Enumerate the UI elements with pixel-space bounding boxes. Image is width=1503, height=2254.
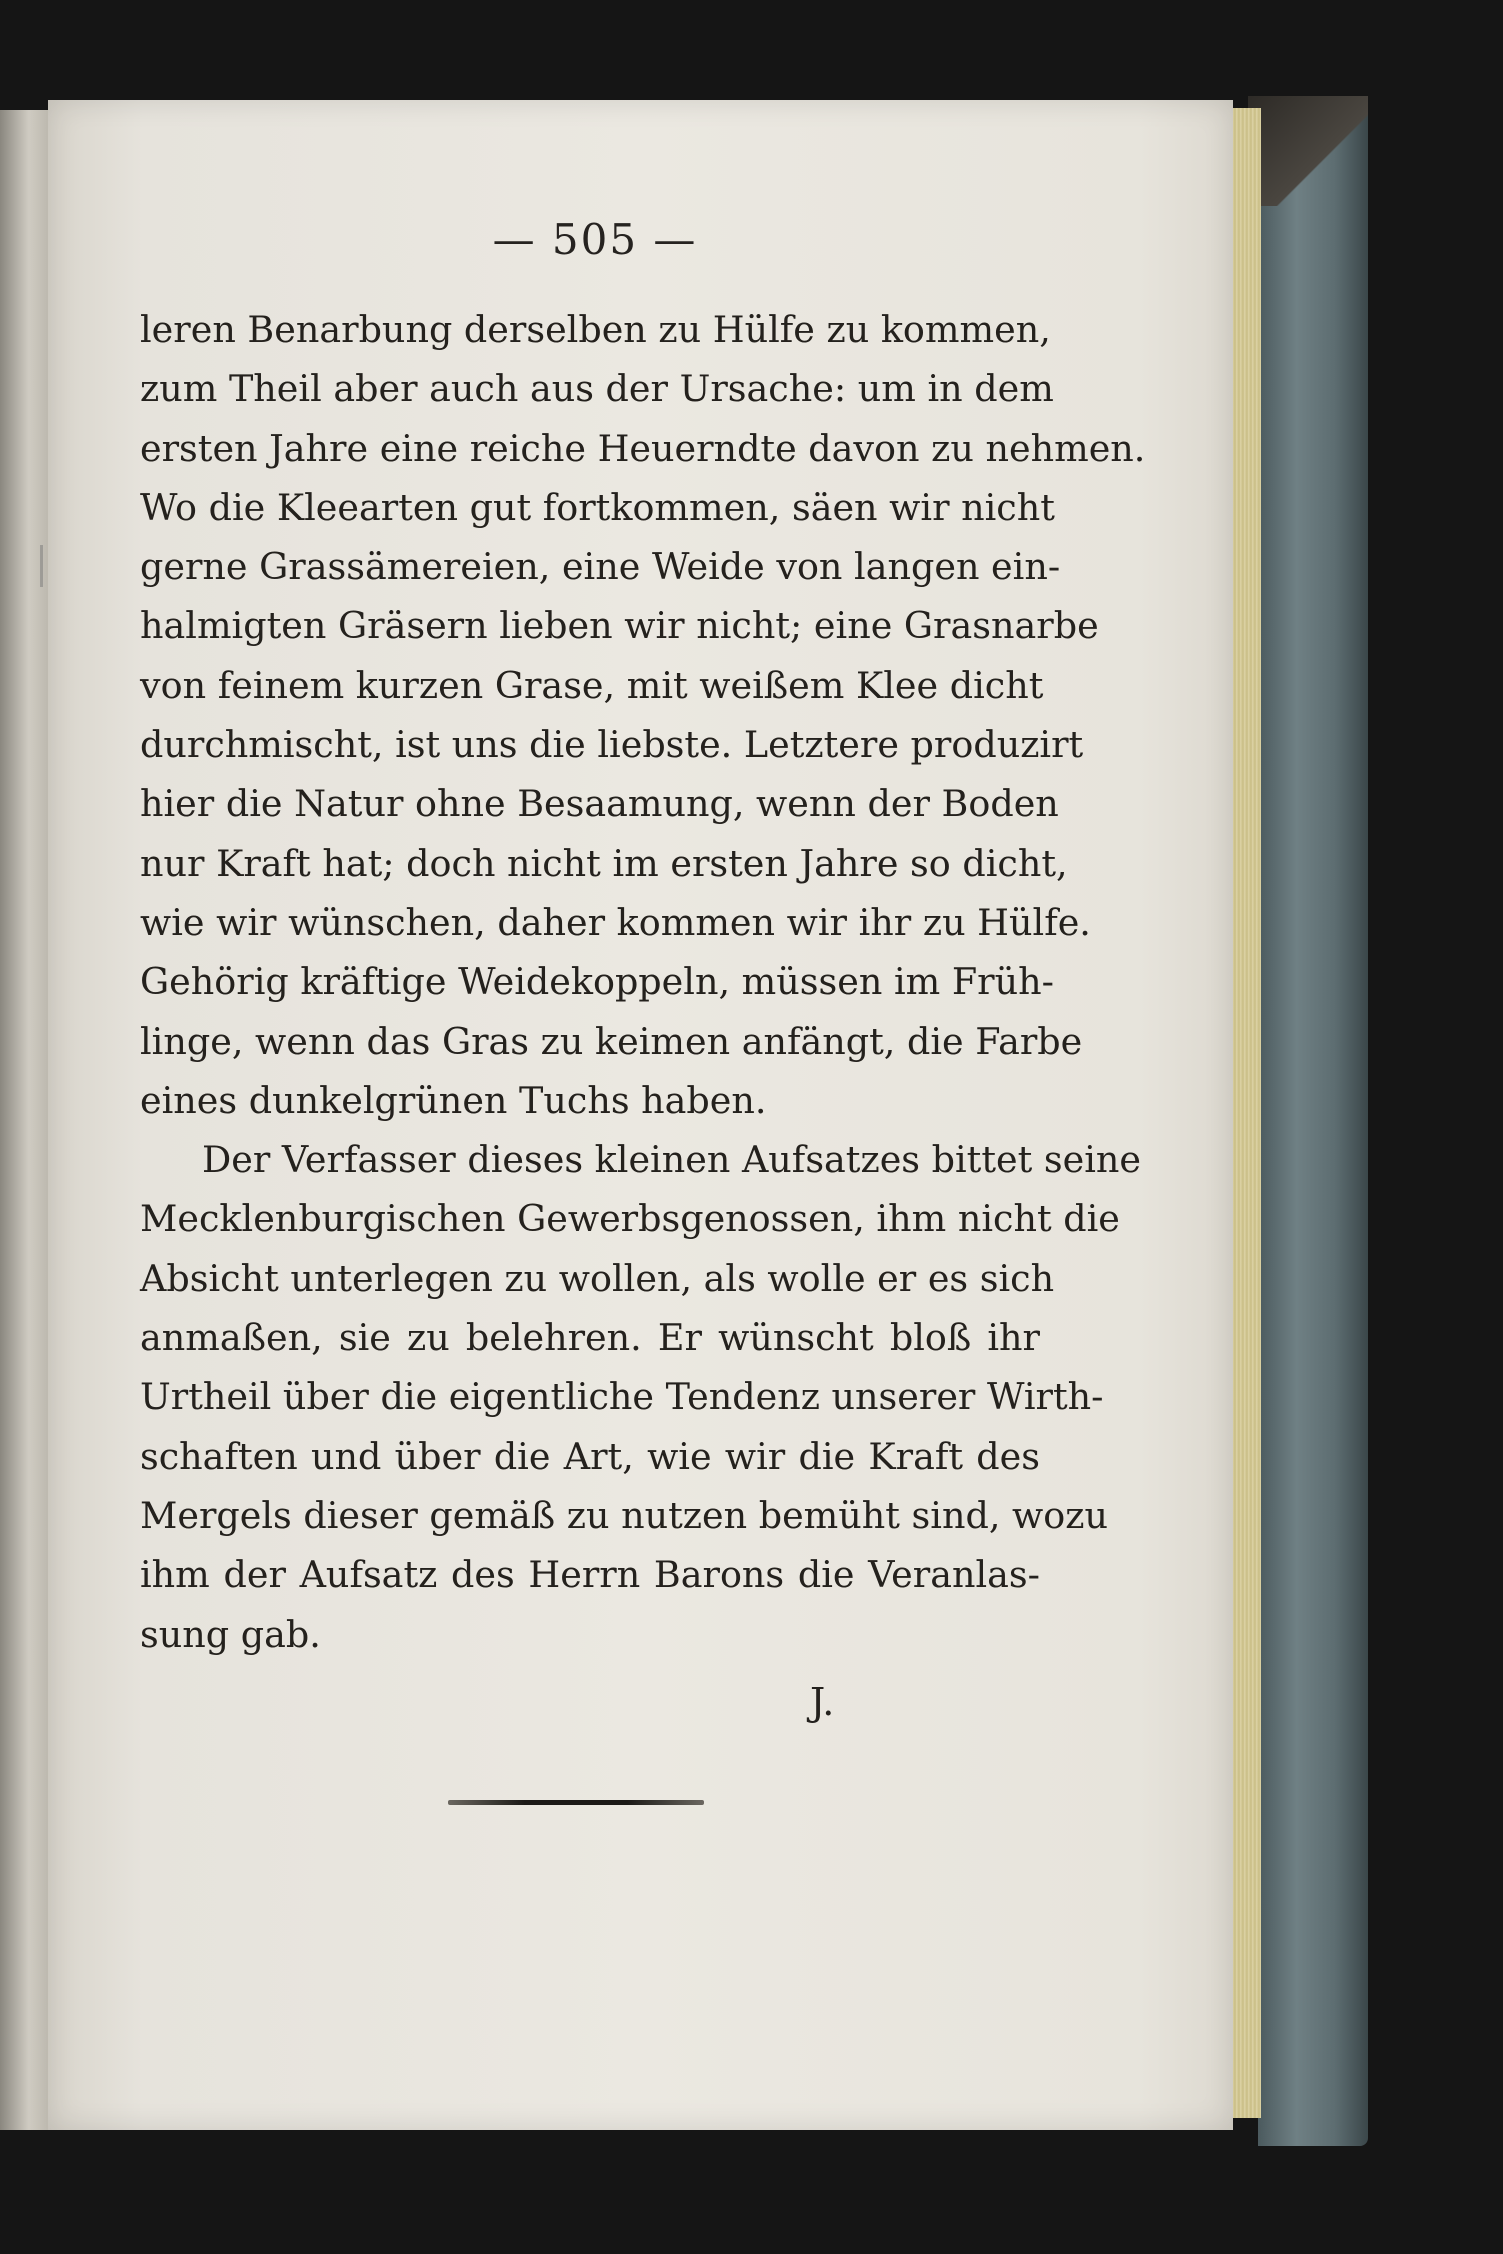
text-line: von feinem kurzen Grase, mit weißem Klee dicht [140,663,1044,707]
book-cover-corner [1248,96,1368,206]
text-line: anmaßen, sie zu belehren. Er wünscht bloß ihr [140,1316,1040,1360]
body-text [140,300,1146,1664]
text-line: sung gab. [140,1612,321,1656]
text-line: ersten Jahre eine reiche Heuerndte davon zu nehmen. [140,426,1146,470]
book-cover-board [1258,96,1368,2146]
text-line: Mecklenburgischen Gewerbsgenossen, ihm nicht die [140,1197,1120,1241]
text-line: hier die Natur ohne Besaamung, wenn der Boden [140,782,1059,826]
text-line: Urtheil über die eigentliche Tendenz unserer Wirth- [140,1375,1104,1419]
page-header: — 505 — [492,215,698,264]
margin-mark [40,545,43,587]
text-line: Der Verfasser dieses kleinen Aufsatzes bittet seine [202,1138,1142,1182]
text-line: Gehörig kräftige Weidekoppeln, müssen im Früh- [140,960,1054,1004]
signature: J. [810,1680,835,1724]
text-line: zum Theil aber auch aus der Ursache: um in dem [140,367,1054,411]
text-line: linge, wenn das Gras zu keimen anfängt, die Farbe [140,1019,1083,1063]
page-block-edge [1233,108,1261,2118]
text-line: durchmischt, ist uns die liebste. Letztere produzirt [140,723,1084,767]
text-line: gerne Grassämereien, eine Weide von langen ein- [140,545,1061,589]
end-rule [448,1800,704,1805]
text-line: halmigten Gräsern lieben wir nicht; eine Grasnarbe [140,604,1099,648]
text-line: Absicht unterlegen zu wollen, als wolle er es sich [140,1256,1055,1300]
text-line: schaften und über die Art, wie wir die Kraft des [140,1434,1040,1478]
left-page-edge [0,110,50,2130]
text-line: wie wir wünschen, daher kommen wir ihr zu Hülfe. [140,900,1091,944]
text-line: Wo die Kleearten gut fortkommen, säen wir nicht [140,485,1055,529]
text-line: nur Kraft hat; doch nicht im ersten Jahre so dicht, [140,841,1068,885]
text-line: eines dunkelgrünen Tuchs haben. [140,1078,767,1122]
text-line: Mergels dieser gemäß zu nutzen bemüht sind, wozu [140,1493,1108,1537]
text-line: ihm der Aufsatz des Herrn Barons die Veranlas- [140,1553,1040,1597]
text-line: leren Benarbung derselben zu Hülfe zu kommen, [140,308,1051,351]
